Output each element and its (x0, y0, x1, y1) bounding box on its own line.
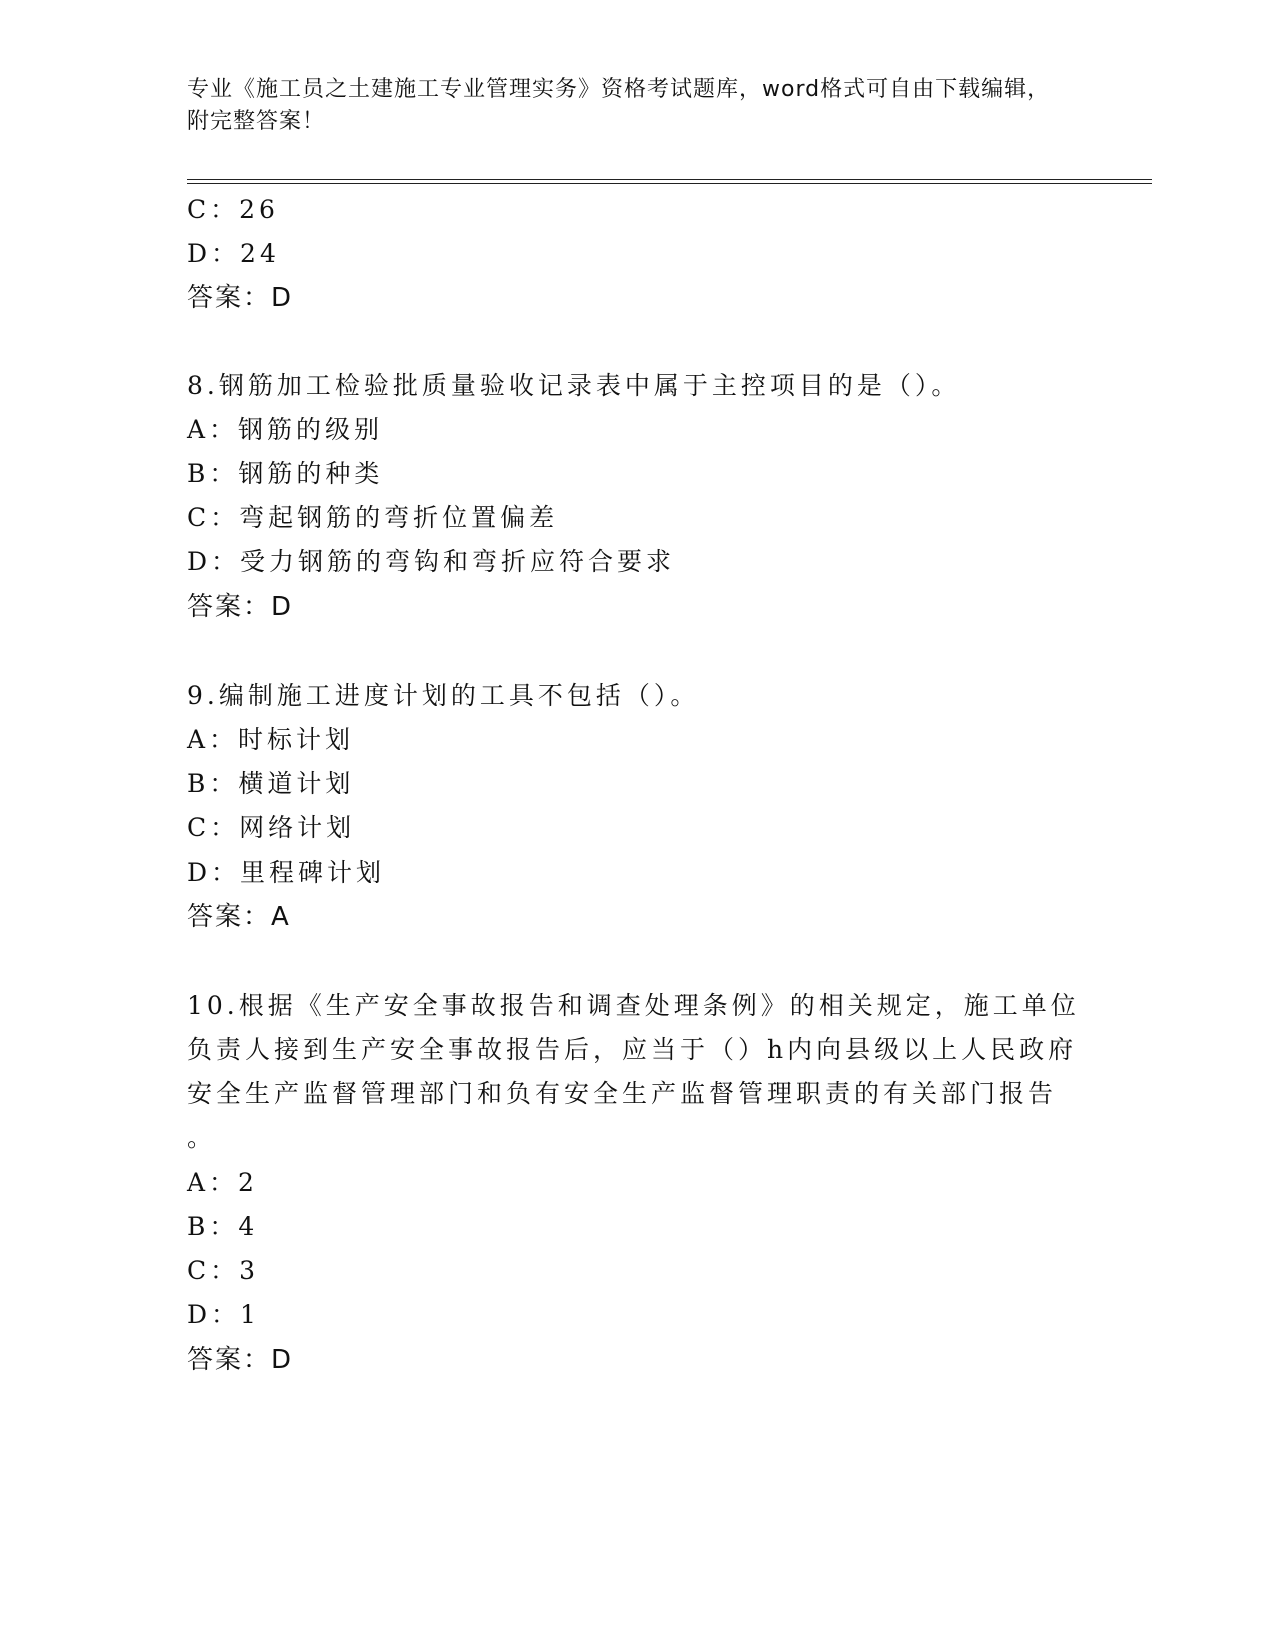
q10-option-d: D：1 (187, 1300, 260, 1329)
q7-answer: 答案：D (187, 283, 294, 313)
q10-option-b: B：4 (187, 1212, 259, 1241)
q10-option-c: C：3 (187, 1256, 260, 1285)
q10-answer: 答案：D (187, 1345, 294, 1375)
q8-option-c: C：弯起钢筋的弯折位置偏差 (187, 503, 559, 532)
q9-option-a: A：时标计划 (187, 725, 355, 754)
q7-option-d: D：24 (187, 239, 280, 268)
q10-question-line-2: 负责人接到生产安全事故报告后，应当于（）h内向县级以上人民政府 (187, 1035, 1078, 1064)
q9-answer: 答案：A (187, 902, 291, 932)
q10-option-a: A：2 (187, 1168, 258, 1197)
document-header: 专业《施工员之土建施工专业管理实务》资格考试题库，word格式可自由下载编辑，附完整答案！ (187, 77, 1051, 134)
q8-option-b: B：钢筋的种类 (187, 459, 384, 488)
header-divider-top (187, 179, 1152, 180)
header-divider-bottom (187, 183, 1152, 184)
q9-option-d: D：里程碑计划 (187, 858, 386, 887)
q8-answer: 答案：D (187, 592, 294, 622)
q9-option-b: B：横道计划 (187, 769, 355, 798)
q8-option-a: A：钢筋的级别 (187, 415, 384, 444)
q7-option-c: C：26 (187, 195, 279, 224)
q10-question-line-1: 10.根据《生产安全事故报告和调查处理条例》的相关规定，施工单位 (187, 991, 1080, 1020)
q9-question: 9.编制施工进度计划的工具不包括（）。 (187, 681, 700, 710)
q8-option-d: D：受力钢筋的弯钩和弯折应符合要求 (187, 547, 676, 576)
q9-option-c: C：网络计划 (187, 813, 356, 842)
q10-question-line-3: 安全生产监督管理部门和负有安全生产监督管理职责的有关部门报告 (187, 1079, 1058, 1108)
q10-question-line-4: 。 (187, 1123, 217, 1152)
q8-question: 8.钢筋加工检验批质量验收记录表中属于主控项目的是（）。 (187, 371, 961, 400)
